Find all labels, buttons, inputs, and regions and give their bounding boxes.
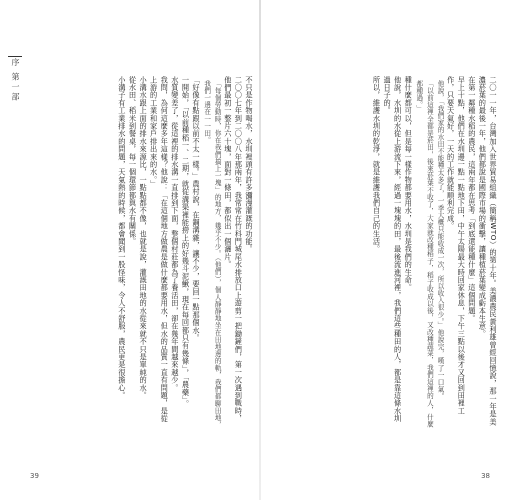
page-number: 38 xyxy=(481,472,490,480)
paragraph: 「以前這裡全都是菸田，後來菸葉不收了，大家就改種稻子，稻子收成以後，又改種蔬菜，我們這裡的人，什麼都種過。」 xyxy=(414,80,434,428)
paragraph: 早上十點，他們在水圳邊一點一點地下田，中午太陽最大時回家休息，下午三點以後才又回到田裡工作，只要天氣好，一天的工作就能順利完成。 xyxy=(446,76,467,415)
paragraph: 從水田、稻米到餐桌，每一個環節都與水有關係。 xyxy=(128,76,138,246)
paragraph: 二〇〇七年到二〇〇八年那兩年，我常常在竹科門城尾水排放口上遊剪一把鋤鏟們，第一次遇到戰時，他們最初一整片六十塊，面對一條田，都似出一個灑片。 xyxy=(223,76,244,423)
paragraph: 水質變差了，從這裡的排水溝一直排到下面，整個村莊都為了養活田，卻在幾年間越來越少。 xyxy=(170,76,180,392)
paragraph: 「好像有點跟以前不太一樣。」農村說，在鋼溝雜，讓不少，要回一點那個水。 xyxy=(192,76,202,342)
paragraph: 在第一鄰種水稻的農民，這兩年都在思考「到底還能種什麼」這個問題。 xyxy=(467,76,477,323)
paragraph: 小溝子有工業排水的問題，天氣熱的時候，都會聞到一股怪味，令人不舒服，農民更是很擔心。 xyxy=(117,76,127,400)
paragraph: 二〇一一年，台灣加入世界貿易組織（簡稱WTO）的第十年。美濃農民黃利雄曾經回憶說，那一年是美濃菸葉的最後一年，他們都說是國際市場的衝擊，讓種植菸葉變成虧本生意。 xyxy=(478,76,498,426)
left-body-text xyxy=(18,70,254,430)
paragraph: 種什麼都可以，但是每一樣作物都要用水，水圳是我們的生命。 xyxy=(404,76,414,292)
paragraph: 「每個勞動時，你在我們搞上一塊」的地方，幾乎不少。（他們），個人靜靜地坐在田地邊的軌，我們都聊田地，我們一邊在一一田。 xyxy=(202,80,222,429)
right-page xyxy=(260,0,520,500)
paragraph: 小溝水跟上面的排水來源比，一點點都不像，也就是說，灌溉田地的水從來就不只是單純的水。 xyxy=(139,76,149,400)
right-body-text xyxy=(266,70,498,430)
section-heading: 序 第一部 xyxy=(11,58,20,103)
page-number: 39 xyxy=(30,472,39,480)
paragraph: 他說，「我們家的水田不能種太多了，一季大概只能收成一次，所以收入很少。」他說完，嘆了一口氣。 xyxy=(436,80,445,400)
paragraph: 不只是作物喝水，水圳裡頭有許多瀰漫灌溉的功能。 xyxy=(245,76,254,254)
paragraph: 所以，維護水圳的乾淨，就是維護我們自己的生活。 xyxy=(372,76,382,254)
paragraph: 我問，為何這麼多年這樣？他說：「在這個地方做農是做什麼都要用水，但水的品質一直有問題，是從上游的工業和家戶排出來的水。」 xyxy=(149,76,170,423)
paragraph: 他說，水圳的水從上游流下來，經過一塊塊的田，最後流進河裡，我們這些種田的人，都是靠這條水圳過日子的。 xyxy=(383,76,403,423)
paragraph: 一開始，「以前種稻一、二期，就從溝渠裡能撈上的好幾斗泥鰍，現在每回都只有幾條」，「農藥」。 xyxy=(181,76,191,409)
section-rule xyxy=(8,56,22,57)
